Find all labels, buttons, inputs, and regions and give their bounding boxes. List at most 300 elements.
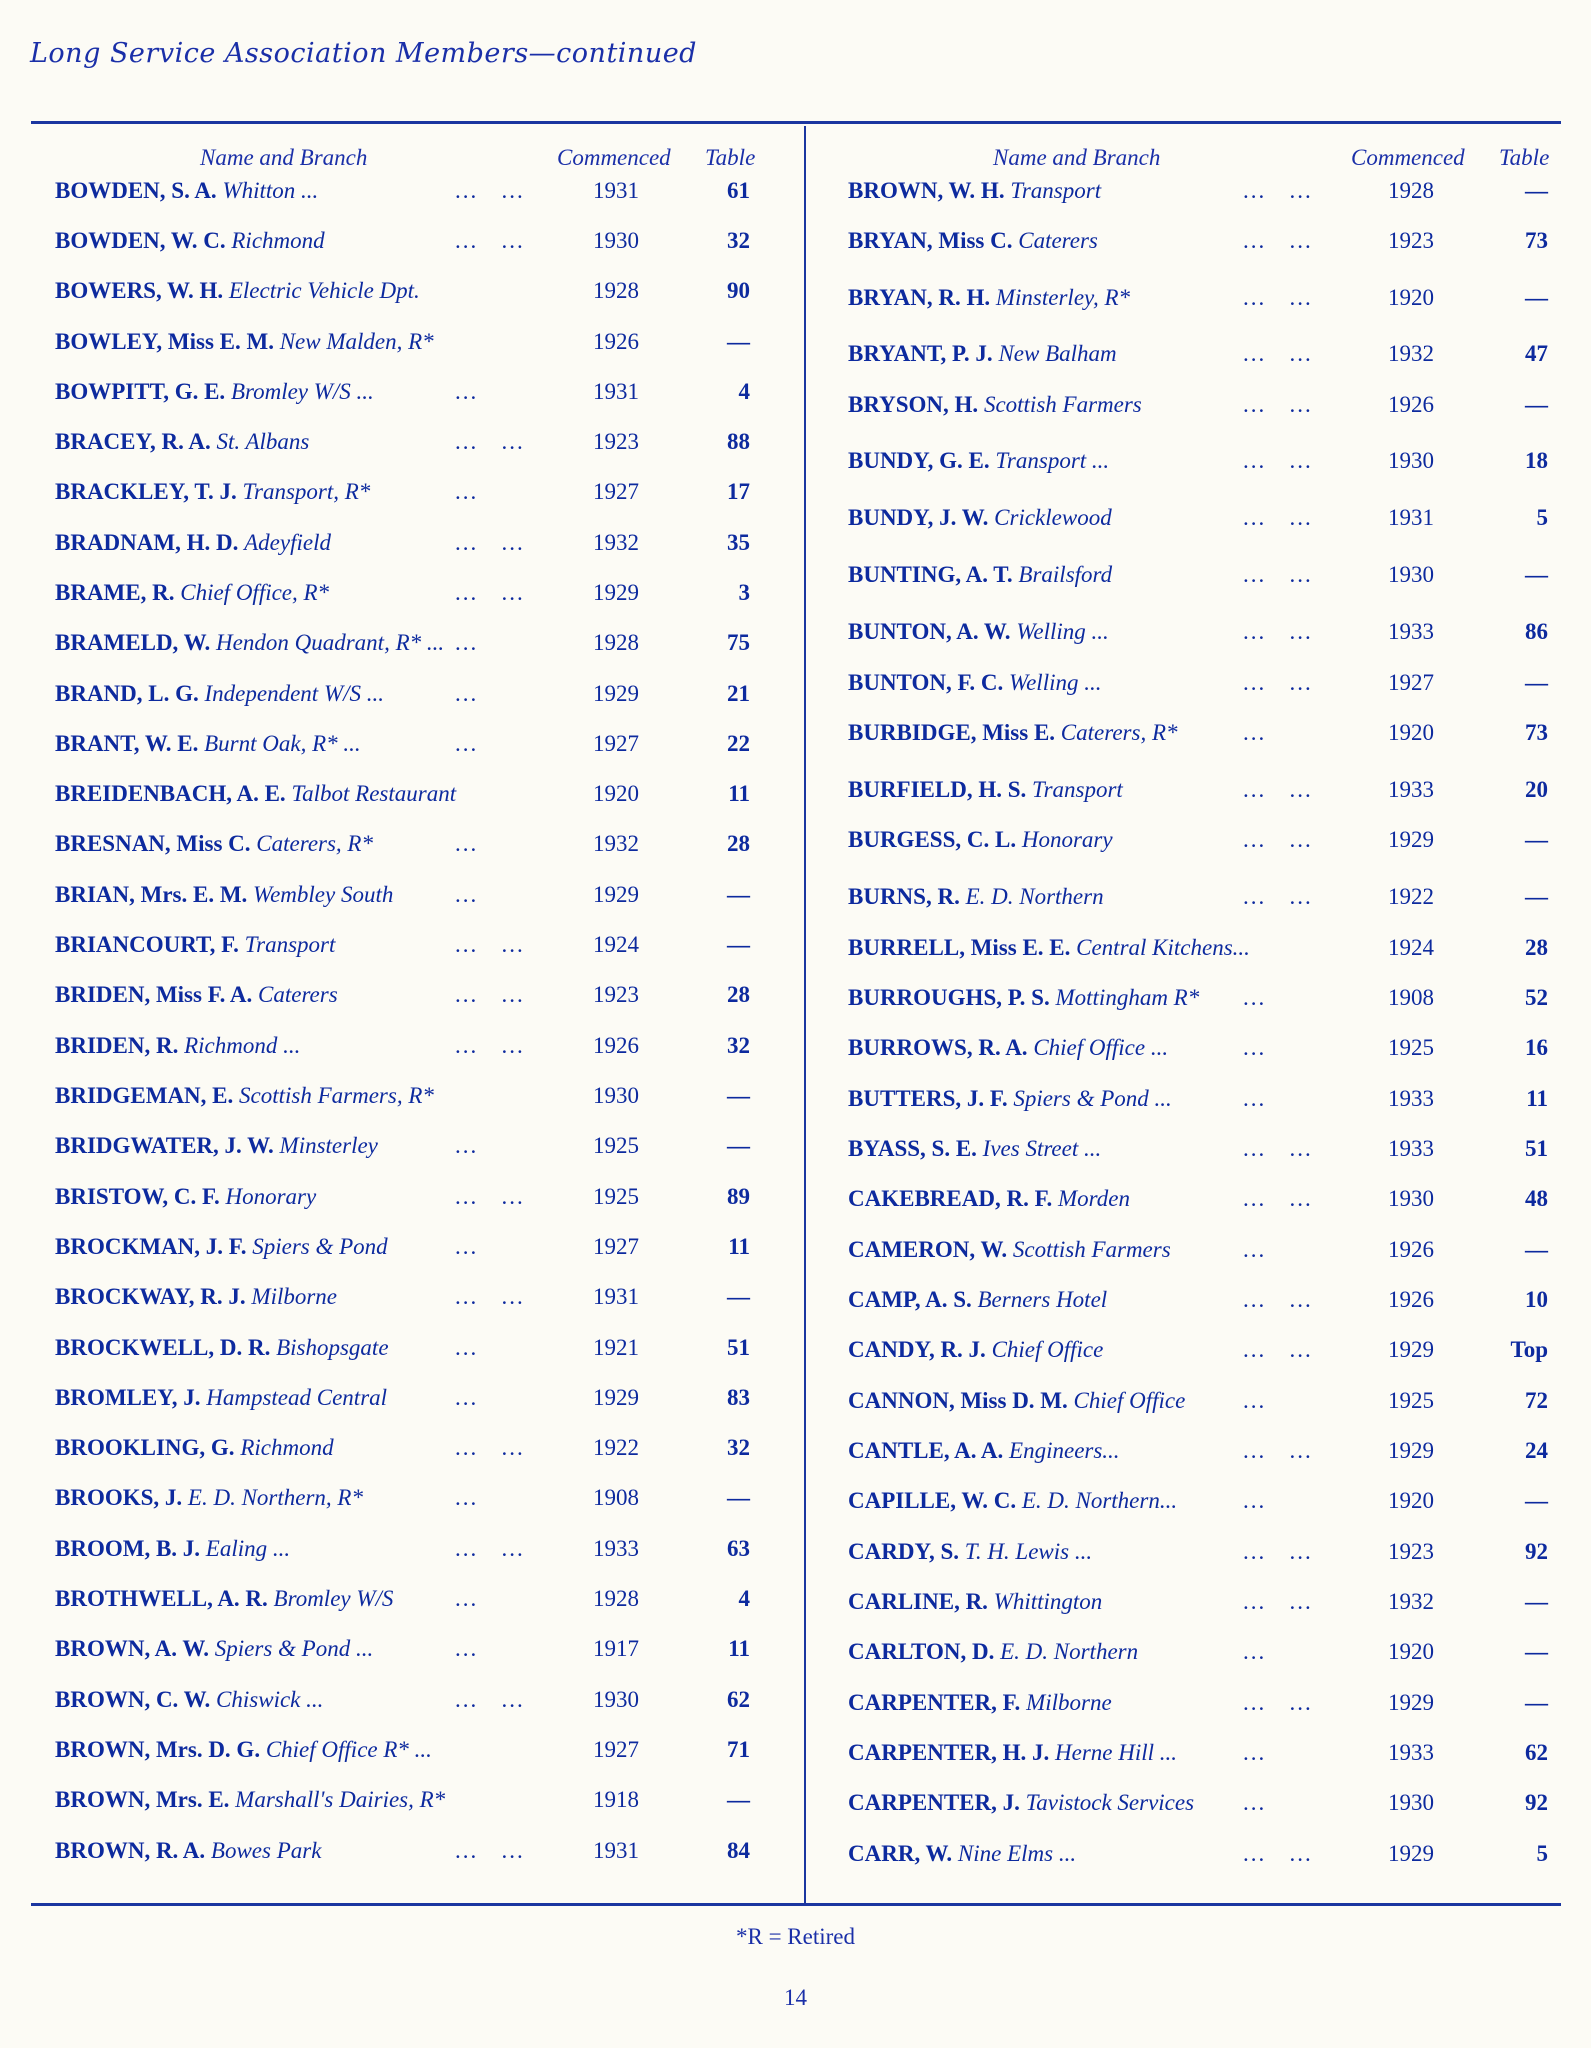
member-entry bbox=[848, 1434, 1120, 1468]
member-entry bbox=[55, 325, 434, 359]
member-row bbox=[55, 224, 775, 258]
member-branch: Chief Office R* ... bbox=[265, 1737, 432, 1762]
table-number: 16 bbox=[1525, 1035, 1548, 1060]
member-row bbox=[848, 1786, 1558, 1820]
table-number: — bbox=[1525, 285, 1548, 310]
member-name: CARPENTER, J. bbox=[848, 1790, 1020, 1815]
page-title: Long Service Association Members—continued bbox=[30, 38, 697, 69]
member-branch: Bowes Park bbox=[210, 1838, 322, 1863]
member-branch: Chief Office bbox=[991, 1337, 1104, 1362]
table-number: 4 bbox=[738, 1586, 750, 1611]
leader-dots: ... ... bbox=[1243, 670, 1313, 695]
table-number: 92 bbox=[1525, 1539, 1548, 1564]
leader-dots: ... ... bbox=[1243, 1539, 1313, 1564]
table-number: 4 bbox=[738, 379, 750, 404]
table-number: 84 bbox=[727, 1838, 750, 1863]
commenced-year: 1930 bbox=[1388, 1186, 1434, 1211]
member-entry bbox=[55, 526, 331, 560]
member-branch: Welling ... bbox=[1009, 670, 1102, 695]
member-row bbox=[55, 727, 775, 761]
commenced-year: 1930 bbox=[593, 1687, 639, 1712]
member-branch: Hendon Quadrant, R* ... bbox=[216, 630, 445, 655]
member-entry bbox=[55, 224, 325, 258]
member-entry bbox=[55, 1431, 334, 1465]
member-row bbox=[55, 475, 775, 509]
member-entry bbox=[55, 1582, 393, 1616]
member-row bbox=[55, 526, 775, 560]
commenced-year: 1933 bbox=[1388, 1086, 1434, 1111]
member-row bbox=[848, 981, 1558, 1015]
member-branch: E. D. Northern... bbox=[1021, 1488, 1178, 1513]
member-name: BRISTOW, C. F. bbox=[55, 1184, 220, 1209]
leader-dots: ... ... bbox=[1243, 1690, 1313, 1715]
member-branch: E. D. Northern bbox=[965, 884, 1104, 909]
table-number: 32 bbox=[727, 1033, 750, 1058]
member-entry bbox=[848, 666, 1101, 700]
member-branch: Marshall's Dairies, R* bbox=[235, 1787, 446, 1812]
header-commenced: Commenced bbox=[557, 145, 671, 170]
commenced-year: 1920 bbox=[593, 781, 639, 806]
member-row bbox=[55, 626, 775, 660]
leader-dots: ... bbox=[455, 1586, 479, 1611]
column-divider bbox=[804, 126, 806, 1903]
member-row bbox=[848, 880, 1558, 914]
member-branch: Spiers & Pond bbox=[252, 1234, 388, 1259]
commenced-year: 1927 bbox=[593, 1737, 639, 1762]
table-number: — bbox=[1525, 1639, 1548, 1664]
member-branch: Milborne bbox=[251, 1284, 338, 1309]
member-branch: Herne Hill ... bbox=[1055, 1740, 1178, 1765]
member-entry bbox=[848, 615, 1109, 649]
member-row bbox=[55, 978, 775, 1012]
leader-dots: ... bbox=[455, 882, 479, 907]
member-row bbox=[848, 666, 1558, 700]
member-name: BREIDENBACH, A. E. bbox=[55, 781, 286, 806]
leader-dots: ... ... bbox=[455, 1536, 525, 1561]
member-name: BOWPITT, G. E. bbox=[55, 379, 226, 404]
leader-dots: ... bbox=[455, 681, 479, 706]
member-row bbox=[55, 174, 775, 208]
commenced-year: 1918 bbox=[593, 1787, 639, 1812]
member-name: BROOKLING, G. bbox=[55, 1435, 235, 1460]
leader-dots: ... ... bbox=[1243, 884, 1313, 909]
member-branch: Minsterley, R* bbox=[995, 285, 1131, 310]
member-branch: Richmond ... bbox=[184, 1033, 301, 1058]
commenced-year: 1933 bbox=[1388, 1136, 1434, 1161]
member-branch: Richmond bbox=[240, 1435, 334, 1460]
member-row bbox=[55, 777, 775, 811]
member-branch: Cricklewood bbox=[994, 505, 1112, 530]
table-number: — bbox=[727, 882, 750, 907]
table-number: 21 bbox=[727, 681, 750, 706]
member-row bbox=[848, 1736, 1558, 1770]
member-entry bbox=[55, 475, 370, 509]
member-branch: Richmond bbox=[231, 228, 325, 253]
commenced-year: 1923 bbox=[1388, 228, 1434, 253]
member-row bbox=[848, 773, 1558, 807]
member-row bbox=[55, 1632, 775, 1666]
commenced-year: 1926 bbox=[593, 1033, 639, 1058]
member-branch: Nine Elms ... bbox=[957, 1841, 1077, 1866]
table-number: 35 bbox=[727, 530, 750, 555]
commenced-year: 1923 bbox=[593, 982, 639, 1007]
member-branch: Caterers bbox=[258, 982, 338, 1007]
table-number: 20 bbox=[1525, 777, 1548, 802]
member-branch: Adeyfield bbox=[244, 530, 331, 555]
commenced-year: 1927 bbox=[593, 1234, 639, 1259]
member-name: CANNON, Miss D. M. bbox=[848, 1388, 1068, 1413]
member-entry bbox=[55, 1683, 323, 1717]
member-name: CAPILLE, W. C. bbox=[848, 1488, 1017, 1513]
table-number: 89 bbox=[727, 1184, 750, 1209]
member-entry bbox=[848, 1031, 1168, 1065]
leader-dots: ... ... bbox=[455, 982, 525, 1007]
member-name: BRACKLEY, T. J. bbox=[55, 479, 237, 504]
top-rule bbox=[31, 121, 1561, 124]
leader-dots: ... bbox=[455, 379, 479, 404]
member-name: BROTHWELL, A. R. bbox=[55, 1586, 268, 1611]
member-row bbox=[848, 444, 1558, 478]
member-branch: Spiers & Pond ... bbox=[1013, 1086, 1172, 1111]
member-row bbox=[848, 716, 1558, 750]
commenced-year: 1908 bbox=[1388, 985, 1434, 1010]
commenced-year: 1933 bbox=[593, 1536, 639, 1561]
table-number: 61 bbox=[727, 178, 750, 203]
commenced-year: 1920 bbox=[1388, 720, 1434, 745]
table-number: 83 bbox=[727, 1385, 750, 1410]
commenced-year: 1925 bbox=[593, 1184, 639, 1209]
member-name: BUNTING, A. T. bbox=[848, 562, 1013, 587]
commenced-year: 1928 bbox=[593, 278, 639, 303]
table-number: 48 bbox=[1525, 1186, 1548, 1211]
commenced-year: 1931 bbox=[1388, 505, 1434, 530]
bottom-rule bbox=[31, 1903, 1561, 1906]
member-name: BRIDGEMAN, E. bbox=[55, 1083, 234, 1108]
header-table: Table bbox=[1499, 145, 1550, 170]
member-name: BUTTERS, J. F. bbox=[848, 1086, 1008, 1111]
leader-dots: ... bbox=[1243, 985, 1267, 1010]
leader-dots: ... ... bbox=[1243, 1841, 1313, 1866]
leader-dots: ... bbox=[1243, 1035, 1267, 1060]
member-entry bbox=[55, 1129, 378, 1163]
member-row bbox=[848, 1283, 1558, 1317]
member-branch: Bromley W/S ... bbox=[230, 379, 374, 404]
member-name: BROWN, Mrs. D. G. bbox=[55, 1737, 261, 1762]
member-entry bbox=[848, 337, 1117, 371]
member-name: BURROWS, R. A. bbox=[848, 1035, 1028, 1060]
table-number: 72 bbox=[1525, 1388, 1548, 1413]
member-row bbox=[848, 1031, 1558, 1065]
member-name: BROWN, W. H. bbox=[848, 178, 1005, 203]
member-name: CARDY, S. bbox=[848, 1539, 959, 1564]
member-name: BOWLEY, Miss E. M. bbox=[55, 329, 274, 354]
table-number: 75 bbox=[727, 630, 750, 655]
commenced-year: 1930 bbox=[593, 1083, 639, 1108]
leader-dots: ... ... bbox=[455, 530, 525, 555]
member-row bbox=[55, 1180, 775, 1214]
leader-dots: ... ... bbox=[1243, 562, 1313, 587]
member-name: BROWN, R. A. bbox=[55, 1838, 206, 1863]
commenced-year: 1931 bbox=[593, 1838, 639, 1863]
leader-dots: ... bbox=[1243, 1388, 1267, 1413]
member-branch: Minsterley bbox=[279, 1133, 378, 1158]
leader-dots: ... ... bbox=[455, 1033, 525, 1058]
commenced-year: 1926 bbox=[1388, 1237, 1434, 1262]
table-number: 52 bbox=[1525, 985, 1548, 1010]
member-branch: Burnt Oak, R* ... bbox=[204, 731, 361, 756]
table-number: 47 bbox=[1525, 341, 1548, 366]
member-row bbox=[848, 501, 1558, 535]
member-row bbox=[848, 1333, 1558, 1367]
member-name: BRANT, W. E. bbox=[55, 731, 199, 756]
commenced-year: 1933 bbox=[1388, 777, 1434, 802]
member-row bbox=[55, 1280, 775, 1314]
member-name: BURROUGHS, P. S. bbox=[848, 985, 1050, 1010]
member-entry bbox=[55, 1481, 363, 1515]
member-row bbox=[55, 375, 775, 409]
member-name: CARR, W. bbox=[848, 1841, 953, 1866]
member-entry bbox=[848, 388, 1142, 422]
member-entry bbox=[848, 1484, 1177, 1518]
commenced-year: 1930 bbox=[1388, 562, 1434, 587]
leader-dots: ... bbox=[1243, 1488, 1267, 1513]
member-name: BURRELL, Miss E. E. bbox=[848, 935, 1071, 960]
member-row bbox=[848, 174, 1558, 208]
member-branch: Milborne bbox=[1026, 1690, 1112, 1715]
commenced-year: 1932 bbox=[1388, 341, 1434, 366]
table-number: 71 bbox=[727, 1737, 750, 1762]
leader-dots: ... ... bbox=[1243, 1186, 1313, 1211]
page-number: 14 bbox=[784, 1985, 807, 2010]
member-branch: Ives Street ... bbox=[982, 1136, 1102, 1161]
member-name: BRYSON, H. bbox=[848, 392, 979, 417]
member-row bbox=[55, 677, 775, 711]
member-row bbox=[55, 1532, 775, 1566]
leader-dots: ... bbox=[1243, 1237, 1267, 1262]
leader-dots: ... ... bbox=[455, 178, 525, 203]
member-name: CARLTON, D. bbox=[848, 1639, 995, 1664]
commenced-year: 1908 bbox=[593, 1485, 639, 1510]
member-row bbox=[55, 1431, 775, 1465]
member-entry bbox=[55, 425, 309, 459]
member-branch: Transport, R* bbox=[242, 479, 371, 504]
member-row bbox=[848, 615, 1558, 649]
member-name: BRAND, L. G. bbox=[55, 681, 199, 706]
leader-dots: ... ... bbox=[1243, 1136, 1313, 1161]
leader-dots: ... ... bbox=[455, 1687, 525, 1712]
member-row bbox=[848, 337, 1558, 371]
commenced-year: 1928 bbox=[593, 1586, 639, 1611]
commenced-year: 1930 bbox=[1388, 1790, 1434, 1815]
member-row bbox=[55, 1783, 775, 1817]
member-branch: Bishopsgate bbox=[276, 1335, 389, 1360]
commenced-year: 1927 bbox=[593, 479, 639, 504]
member-row bbox=[55, 1733, 775, 1767]
member-row bbox=[848, 1182, 1558, 1216]
member-entry bbox=[848, 444, 1109, 478]
member-row bbox=[848, 1535, 1558, 1569]
member-entry bbox=[848, 716, 1178, 750]
member-entry bbox=[848, 1082, 1172, 1116]
header-name-branch: Name and Branch bbox=[993, 145, 1161, 170]
commenced-year: 1933 bbox=[1388, 619, 1434, 644]
leader-dots: ... ... bbox=[455, 1184, 525, 1209]
member-branch: Caterers, R* bbox=[1060, 720, 1178, 745]
commenced-year: 1929 bbox=[593, 681, 639, 706]
retired-footnote: *R = Retired bbox=[735, 1924, 855, 1949]
member-branch: Scottish Farmers bbox=[1012, 1237, 1171, 1262]
member-row bbox=[848, 1132, 1558, 1166]
member-entry bbox=[848, 1635, 1138, 1669]
member-branch: Caterers, R* bbox=[256, 831, 373, 856]
member-branch: Berners Hotel bbox=[977, 1287, 1108, 1312]
commenced-year: 1920 bbox=[1388, 1488, 1434, 1513]
member-row bbox=[848, 1082, 1558, 1116]
member-branch: Independent W/S ... bbox=[204, 681, 384, 706]
member-row bbox=[55, 1481, 775, 1515]
table-number: — bbox=[1525, 1488, 1548, 1513]
table-number: 62 bbox=[1525, 1740, 1548, 1765]
member-name: BRIDGWATER, J. W. bbox=[55, 1133, 274, 1158]
member-name: BROCKWELL, D. R. bbox=[55, 1335, 271, 1360]
table-number: 28 bbox=[727, 982, 750, 1007]
commenced-year: 1932 bbox=[593, 530, 639, 555]
member-entry bbox=[848, 1686, 1112, 1720]
member-row bbox=[55, 1129, 775, 1163]
member-name: BROCKWAY, R. J. bbox=[55, 1284, 246, 1309]
member-name: CANDY, R. J. bbox=[848, 1337, 986, 1362]
commenced-year: 1925 bbox=[593, 1133, 639, 1158]
table-number: 86 bbox=[1525, 619, 1548, 644]
member-entry bbox=[848, 501, 1112, 535]
leader-dots: ... bbox=[455, 630, 479, 655]
table-number: — bbox=[1525, 1690, 1548, 1715]
leader-dots: ... ... bbox=[455, 580, 525, 605]
member-name: BUNTON, A. W. bbox=[848, 619, 1011, 644]
member-name: BRIAN, Mrs. E. M. bbox=[55, 882, 248, 907]
member-entry bbox=[848, 880, 1104, 914]
table-number: Top bbox=[1510, 1337, 1548, 1362]
leader-dots: ... ... bbox=[1243, 1438, 1313, 1463]
table-number: 28 bbox=[1525, 935, 1548, 960]
leader-dots: ... ... bbox=[1243, 341, 1313, 366]
member-branch: Transport bbox=[1032, 777, 1123, 802]
right-column-header bbox=[848, 140, 1558, 174]
member-entry bbox=[55, 1733, 432, 1767]
left-column-header bbox=[55, 140, 775, 174]
member-row bbox=[55, 928, 775, 962]
member-name: CAKEBREAD, R. F. bbox=[848, 1186, 1053, 1211]
member-branch: Ealing ... bbox=[205, 1536, 291, 1561]
member-name: BRIANCOURT, F. bbox=[55, 932, 239, 957]
table-number: 73 bbox=[1525, 228, 1548, 253]
member-entry bbox=[55, 978, 338, 1012]
member-entry bbox=[848, 981, 1199, 1015]
leader-dots: ... bbox=[1243, 720, 1267, 745]
member-branch: Transport bbox=[244, 932, 336, 957]
commenced-year: 1927 bbox=[1388, 670, 1434, 695]
member-name: BRADNAM, H. D. bbox=[55, 530, 239, 555]
member-row bbox=[848, 558, 1558, 592]
member-entry bbox=[55, 1029, 300, 1063]
member-entry bbox=[55, 777, 456, 811]
member-branch: Bromley W/S bbox=[273, 1586, 394, 1611]
member-name: BRAME, R. bbox=[55, 580, 175, 605]
member-entry bbox=[55, 1331, 389, 1365]
commenced-year: 1926 bbox=[1388, 1287, 1434, 1312]
member-branch: Welling ... bbox=[1016, 619, 1109, 644]
table-number: 11 bbox=[728, 781, 750, 806]
table-number: 32 bbox=[727, 228, 750, 253]
table-number: — bbox=[1525, 178, 1548, 203]
table-number: 11 bbox=[1526, 1086, 1548, 1111]
member-row bbox=[55, 274, 775, 308]
member-entry bbox=[848, 1384, 1185, 1418]
commenced-year: 1928 bbox=[593, 630, 639, 655]
table-number: 5 bbox=[1536, 505, 1548, 530]
member-name: BUNDY, J. W. bbox=[848, 505, 989, 530]
leader-dots: ... ... bbox=[1243, 619, 1313, 644]
table-number: — bbox=[727, 1485, 750, 1510]
leader-dots: ... ... bbox=[1243, 1287, 1313, 1312]
leader-dots: ... ... bbox=[1243, 448, 1313, 473]
commenced-year: 1920 bbox=[1388, 285, 1434, 310]
member-name: CAMP, A. S. bbox=[848, 1287, 972, 1312]
table-number: — bbox=[1525, 392, 1548, 417]
member-branch: Transport bbox=[1010, 178, 1102, 203]
member-entry bbox=[848, 1283, 1107, 1317]
leader-dots: ... ... bbox=[455, 228, 525, 253]
commenced-year: 1929 bbox=[1388, 827, 1434, 852]
header-commenced: Commenced bbox=[1351, 145, 1465, 170]
table-number: 62 bbox=[727, 1687, 750, 1712]
member-entry bbox=[848, 224, 1098, 258]
member-entry bbox=[55, 1532, 290, 1566]
member-row bbox=[55, 1683, 775, 1717]
leader-dots: ... bbox=[455, 1385, 479, 1410]
member-branch: T. H. Lewis ... bbox=[964, 1539, 1093, 1564]
member-name: BURNS, R. bbox=[848, 884, 960, 909]
member-branch: Transport ... bbox=[995, 448, 1110, 473]
member-name: BRIDEN, R. bbox=[55, 1033, 179, 1058]
table-number: — bbox=[727, 1083, 750, 1108]
leader-dots: ... bbox=[455, 1335, 479, 1360]
leader-dots: ... ... bbox=[455, 429, 525, 454]
table-number: — bbox=[1525, 884, 1548, 909]
member-branch: Wembley South bbox=[253, 882, 394, 907]
member-entry bbox=[55, 928, 335, 962]
member-row bbox=[55, 878, 775, 912]
table-number: — bbox=[1525, 562, 1548, 587]
member-branch: Chief Office, R* bbox=[180, 580, 330, 605]
member-branch: New Balham bbox=[998, 341, 1117, 366]
member-row bbox=[848, 1585, 1558, 1619]
member-branch: Whittington bbox=[993, 1589, 1103, 1614]
member-name: BOWERS, W. H. bbox=[55, 278, 224, 303]
member-entry bbox=[848, 1132, 1101, 1166]
member-entry bbox=[848, 1786, 1194, 1820]
member-entry bbox=[848, 1233, 1171, 1267]
member-entry bbox=[55, 1632, 373, 1666]
member-branch: Mottingham R* bbox=[1055, 985, 1200, 1010]
commenced-year: 1933 bbox=[1388, 1740, 1434, 1765]
member-entry bbox=[55, 1230, 388, 1264]
table-number: 18 bbox=[1525, 448, 1548, 473]
member-branch: Central Kitchens... bbox=[1076, 935, 1250, 960]
member-row bbox=[55, 1582, 775, 1616]
commenced-year: 1930 bbox=[593, 228, 639, 253]
member-row bbox=[55, 1331, 775, 1365]
